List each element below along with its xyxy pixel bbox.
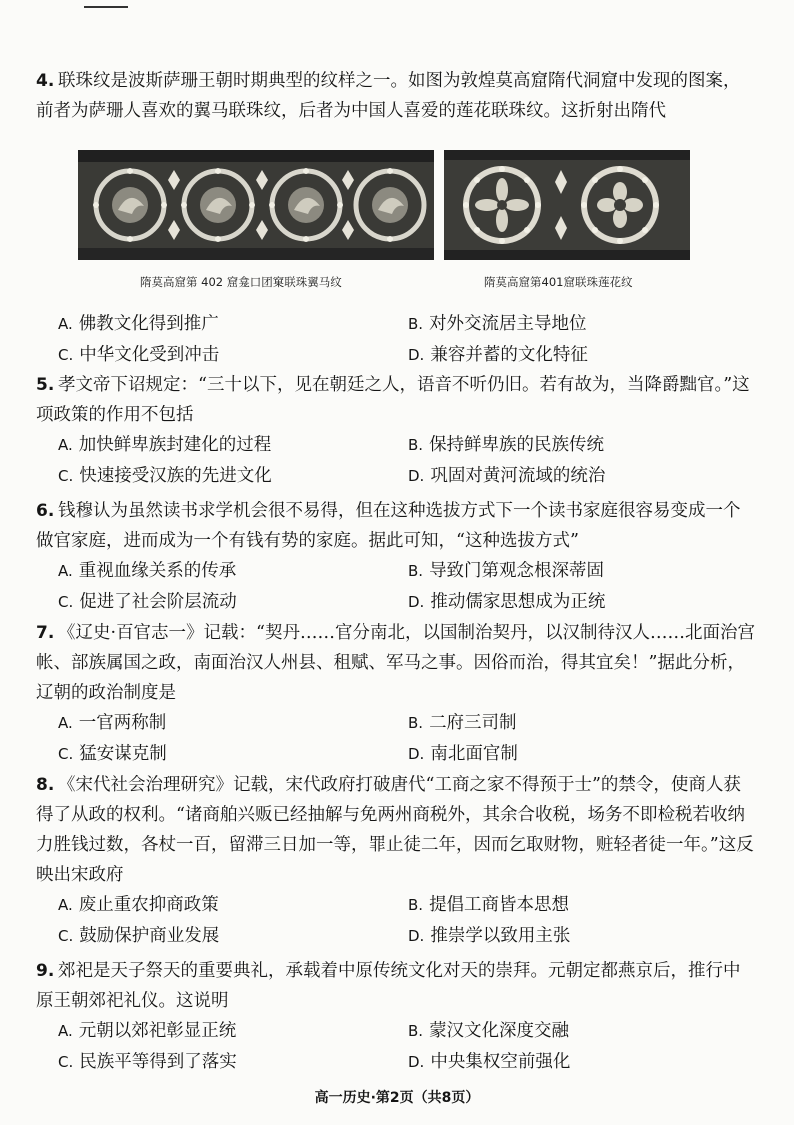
figure-caption: 隋莫高窟第 402 窟龛口团窠联珠翼马纹 — [140, 275, 342, 289]
option-a[interactable]: A. 加快鲜卑族封建化的过程 — [58, 435, 272, 455]
question-4 — [36, 66, 756, 126]
question-number: 9. — [36, 961, 55, 981]
option-c[interactable]: C. 猛安谋克制 — [58, 744, 167, 764]
option-a[interactable]: A. 元朝以郊祀彰显正统 — [58, 1021, 237, 1041]
option-d[interactable]: D. 推动儒家思想成为正统 — [408, 592, 606, 612]
option-d[interactable]: D. 巩固对黄河流域的统治 — [408, 466, 606, 486]
option-a[interactable]: A. 废止重农抑商政策 — [58, 895, 219, 915]
question-text: 《辽史·百官志一》记载：“契丹……官分南北，以国制治契丹，以汉制待汉人……北面治宫帐、部族属国之政，南面治汉人州县、租赋、军马之事。因俗而治，得其宜矣！”据此分析，辽朝的政治制度是 — [36, 623, 756, 703]
option-a[interactable]: A. 重视血缘关系的传承 — [58, 561, 237, 581]
question-5 — [36, 370, 756, 492]
question-number: 5. — [36, 375, 55, 395]
question-stem — [36, 956, 756, 1016]
option-b[interactable]: B. 蒙汉文化深度交融 — [408, 1021, 570, 1041]
option-d[interactable]: D. 推崇学以致用主张 — [408, 926, 571, 946]
question-stem — [36, 496, 756, 556]
option-b[interactable]: B. 提倡工商皆本思想 — [408, 895, 570, 915]
figure-lotus — [444, 150, 690, 289]
question-7 — [36, 618, 756, 770]
question-number: 6. — [36, 501, 55, 521]
lotus-pearl-roundel-pattern-icon — [444, 150, 690, 260]
question-number: 7. — [36, 623, 55, 643]
figure-row — [78, 150, 690, 290]
question-text: 钱穆认为虽然读书求学机会很不易得，但在这种选拔方式下一个读书家庭很容易变成一个做官家庭，进而成为一个有钱有势的家庭。据此可知，“这种选拔方式” — [36, 501, 741, 551]
option-c[interactable]: C. 民族平等得到了落实 — [58, 1052, 237, 1072]
question-number: 4. — [36, 71, 55, 91]
option-a[interactable]: A. 佛教文化得到推广 — [58, 314, 219, 334]
question-text: 郊祀是天子祭天的重要典礼，承载着中原传统文化对天的崇拜。元朝定都燕京后，推行中原王朝郊祀礼仪。这说明 — [36, 961, 741, 1011]
option-c[interactable]: C. 中华文化受到冲击 — [58, 345, 220, 365]
question-9 — [36, 956, 756, 1078]
option-c[interactable]: C. 促进了社会阶层流动 — [58, 592, 237, 612]
question-6 — [36, 496, 756, 618]
option-c[interactable]: C. 快速接受汉族的先进文化 — [58, 466, 272, 486]
question-stem — [36, 770, 756, 890]
question-text: 孝文帝下诏规定：“三十以下，见在朝廷之人，语音不听仍旧。若有故为，当降爵黜官。”这项政策的作用不包括 — [36, 375, 750, 425]
figure-winged-horse — [78, 150, 434, 289]
figure-caption: 隋莫高窟第401窟联珠莲花纹 — [484, 275, 633, 289]
question-stem — [36, 618, 756, 708]
question-4-options — [36, 309, 756, 371]
question-stem — [36, 370, 756, 430]
option-d[interactable]: D. 南北面官制 — [408, 744, 518, 764]
option-d[interactable]: D. 中央集权空前强化 — [408, 1052, 571, 1072]
question-text: 《宋代社会治理研究》记载，宋代政府打破唐代“工商之家不得预于士”的禁令，使商人获得了从政的权利。“诸商舶兴贩已经抽解与免两州商税外，其余合收税，场务不即检税若收纳力胜钱过数，各杖一百，留滞三日加一等，罪止徒二年，因而乞取财物，赃轻者徒一年。”这反映出宋政府 — [36, 775, 754, 885]
question-number: 8. — [36, 775, 55, 795]
option-b[interactable]: B. 对外交流居主导地位 — [408, 314, 587, 334]
option-c[interactable]: C. 鼓励保护商业发展 — [58, 926, 220, 946]
option-b[interactable]: B. 保持鲜卑族的民族传统 — [408, 435, 605, 455]
option-a[interactable]: A. 一官两称制 — [58, 713, 167, 733]
question-8 — [36, 770, 756, 952]
winged-horse-pearl-roundel-pattern-icon — [78, 150, 434, 260]
question-text: 联珠纹是波斯萨珊王朝时期典型的纹样之一。如图为敦煌莫高窟隋代洞窟中发现的图案，前者为萨珊人喜欢的翼马联珠纹，后者为中国人喜爱的莲花联珠纹。这折射出隋代 — [36, 71, 741, 121]
option-b[interactable]: B. 二府三司制 — [408, 713, 517, 733]
page-footer: 高一历史·第2页（共8页） — [314, 1090, 480, 1106]
option-d[interactable]: D. 兼容并蓄的文化特征 — [408, 345, 588, 365]
option-b[interactable]: B. 导致门第观念根深蒂固 — [408, 561, 605, 581]
question-stem — [36, 66, 756, 126]
